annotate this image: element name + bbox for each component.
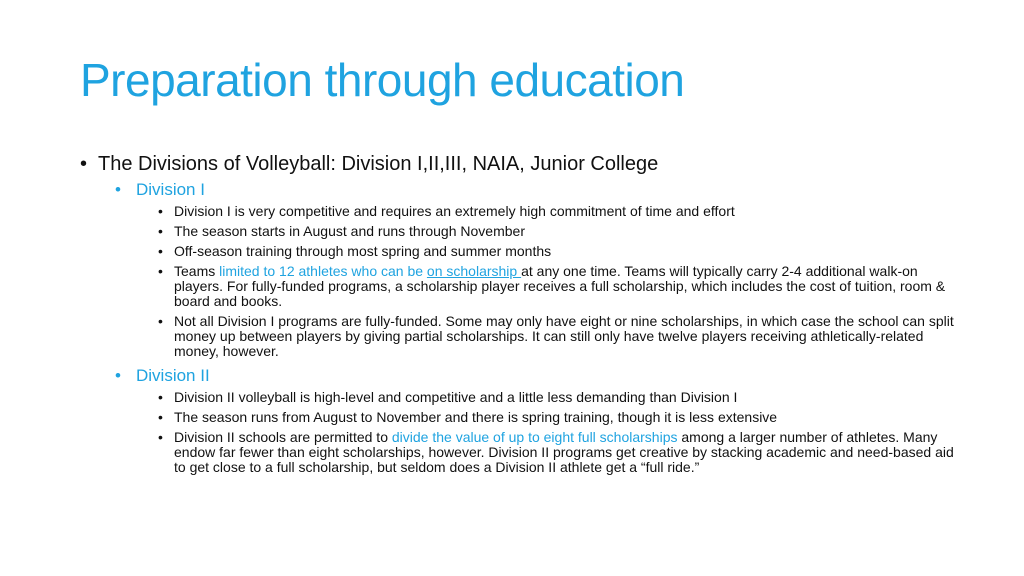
bullet-icon: • bbox=[158, 263, 163, 279]
schools-text-pre: Division II schools are permitted to bbox=[174, 429, 392, 445]
list-item bbox=[156, 390, 960, 405]
scholarship-link[interactable]: on scholarship bbox=[426, 263, 522, 279]
bullet-icon: • bbox=[158, 313, 163, 329]
bullet-icon: • bbox=[115, 366, 121, 385]
list-item-schools bbox=[156, 430, 960, 475]
division-1-list bbox=[80, 204, 960, 359]
list-item-text: Off-season training through most spring and summer months bbox=[174, 243, 552, 259]
bullet-icon: • bbox=[158, 203, 163, 219]
division-2-heading-text: Division II bbox=[136, 366, 210, 385]
bullet-icon: • bbox=[158, 409, 163, 425]
bullet-icon: • bbox=[158, 389, 163, 405]
list-item-text: The season starts in August and runs through November bbox=[174, 223, 525, 239]
division-2-list bbox=[80, 390, 960, 475]
list-item-not-all bbox=[156, 314, 960, 359]
list-item-text: Not all Division I programs are fully-funded. Some may only have eight or nine scholarships, in which case the school can split money up between players by giving partial scholarships. It can still only have twelve players receiving athletically-related money, however. bbox=[174, 313, 954, 359]
slide-content bbox=[80, 150, 960, 480]
division-1-heading-text: Division I bbox=[136, 180, 205, 199]
list-item-text: Division II volleyball is high-level and competitive and a little less demanding than Division I bbox=[174, 389, 738, 405]
bullet-icon: • bbox=[158, 223, 163, 239]
bullet-icon: • bbox=[115, 180, 121, 199]
main-bullet bbox=[80, 150, 960, 178]
division-2-heading bbox=[115, 364, 960, 387]
bullet-icon: • bbox=[158, 243, 163, 259]
bullet-icon: • bbox=[80, 153, 88, 175]
list-item-text: The season runs from August to November and there is spring training, though it is less extensive bbox=[174, 409, 778, 425]
list-item-teams bbox=[156, 264, 960, 309]
bullet-icon: • bbox=[158, 429, 163, 445]
list-item bbox=[156, 410, 960, 425]
list-item bbox=[156, 204, 960, 219]
schools-text-post: among a larger number of athletes. Many endow far fewer than eight scholarships, however. Division II programs get creative by stacking academic and need-based aid to get close to a full scholarship, but seldom does a Division II athlete get a “full ride.” bbox=[174, 429, 954, 475]
teams-text-post: at any one time. Teams will typically carry 2-4 additional walk-on players. For fully-funded programs, a scholarship player receives a full scholarship, which includes the cost of tuition, room & board and books. bbox=[174, 263, 946, 309]
list-item bbox=[156, 244, 960, 259]
slide-title: Preparation through education bbox=[80, 54, 685, 106]
teams-limit-link[interactable]: limited to 12 athletes who can be bbox=[219, 263, 427, 279]
list-item bbox=[156, 224, 960, 239]
divide-scholarships-link[interactable]: divide the value of up to eight full scholarships bbox=[391, 429, 678, 445]
main-bullet-text: The Divisions of Volleyball: Division I,II,III, NAIA, Junior College bbox=[98, 153, 659, 175]
list-item-text: Division I is very competitive and requires an extremely high commitment of time and effort bbox=[174, 203, 735, 219]
teams-text-pre: Teams bbox=[174, 263, 220, 279]
division-1-heading bbox=[115, 178, 960, 201]
